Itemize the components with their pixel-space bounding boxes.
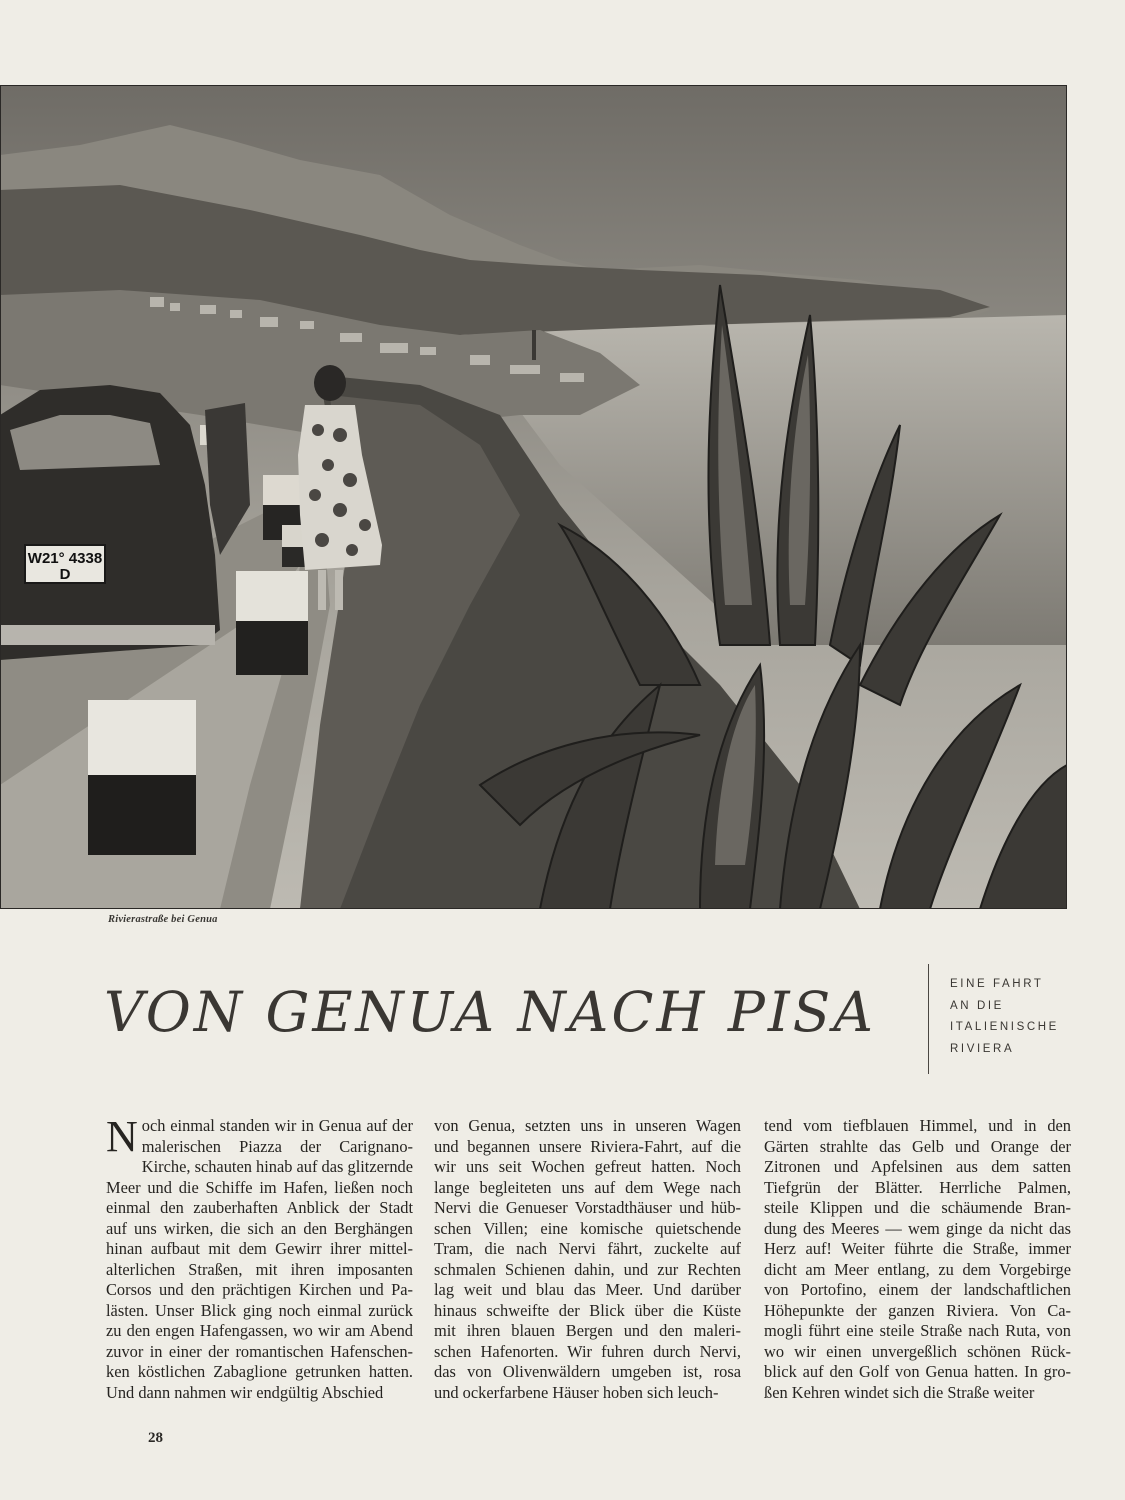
text-column-1 [106, 1112, 414, 1403]
text-line: einmal den zauberhaften Anblick der Stadt [106, 1198, 413, 1217]
subtitle-line: ITALIENISCHE [950, 1021, 1059, 1033]
subtitle-line: EINE FAHRT [950, 978, 1044, 990]
text-line: tend vom tiefblauen Himmel, und in den [764, 1116, 1071, 1135]
text-line: Tiefgrün der Blätter. Herrliche Palmen, [764, 1177, 1071, 1197]
text-line: das von Olivenwäldern umgeben ist, rosa [434, 1362, 741, 1381]
text-line: schen Hafenorten. Wir fuhren durch Nervi, [434, 1341, 741, 1361]
text-line: hinaus schweifte der Blick über die Küste [434, 1300, 741, 1320]
text-line: malerischen Piazza der Carignano- [141, 1136, 413, 1156]
text-column-3 [764, 1116, 1071, 1403]
subtitle-line: RIVIERA [950, 1042, 1015, 1055]
text-line: auf uns wirken, die sich an den Berghängen [106, 1218, 413, 1238]
text-line: und ockerfarbene Häuser hoben sich leuch- [434, 1382, 719, 1402]
text-line: Herz auf! Weiter führte die Straße, immer [764, 1239, 1071, 1258]
text-column-2 [434, 1116, 741, 1403]
text-line: dung des Meeres — wem ginge da nicht das [764, 1218, 1071, 1238]
text-line: Gärten strahlte das Gelb und Orange der [764, 1136, 1071, 1156]
page-number: 28 [148, 1430, 163, 1446]
photo-illustration [0, 85, 1067, 909]
text-line: wir uns seit Wochen gefreut hatten. Noch [434, 1157, 741, 1176]
text-line: von Genua, setzten uns in unseren Wagen [434, 1116, 741, 1135]
text-line: zuvor in einer der romantischen Hafenschen- [106, 1341, 413, 1361]
text-line: zu den engen Hafengassen, wo wir am Abend [106, 1321, 413, 1340]
text-line: Meer und die Schiffe im Hafen, ließen noch [106, 1177, 413, 1197]
text-line: ßen Kehren windet sich die Straße weiter [764, 1382, 1035, 1402]
article-subtitle [950, 974, 1059, 1060]
text-line: dicht am Meer entlang, zu dem Vorgebirge [764, 1259, 1071, 1279]
text-line: Nervi die Genueser Vorstadthäuser und hüb- [434, 1198, 741, 1217]
article-title: VON GENUA NACH PISA [104, 980, 877, 1044]
text-line: steile Klippen und die schäumende Bran- [764, 1198, 1071, 1217]
text-line: Corsos und den prächtigen Kirchen und Pa- [106, 1280, 413, 1299]
text-line: schmalen Schienen dahin, und zur Rechten [434, 1259, 741, 1279]
photograph-riviera-road [0, 85, 1067, 909]
text-line: mit ihren blauen Bergen und den maleri- [434, 1321, 741, 1340]
text-line: mogli führt eine steile Straße nach Ruta, von [764, 1321, 1071, 1340]
license-plate-line1: W21° 4338 [27, 550, 103, 567]
text-line: Höhepunkte der ganzen Riviera. Von Ca- [764, 1300, 1071, 1320]
text-line: blick auf den Golf von Genua hatten. In gro- [764, 1362, 1071, 1381]
text-line: lag weit und blau das Meer. Und darüber [434, 1280, 741, 1299]
text-line: Kirche, schauten hinab auf das glitzernde [141, 1157, 414, 1176]
text-line: Und dann nahmen wir endgültig Abschied [106, 1382, 384, 1402]
text-line: und begannen unsere Riviera-Fahrt, auf die [434, 1136, 741, 1156]
text-line: lästen. Unser Blick ging noch einmal zurück [106, 1300, 413, 1320]
text-line: von Portofino, einem der landschaftlichen [764, 1280, 1071, 1299]
text-line: lange begleiteten uns auf dem Wege nach [434, 1177, 741, 1197]
text-line: ken köstlichen Zabaglione getrunken hatten. [106, 1362, 413, 1381]
text-line: Zitronen und Apfelsinen aus dem satten [764, 1157, 1071, 1176]
text-line: alterlichen Straßen, mit ihren imposanten [106, 1259, 413, 1279]
license-plate-line2: D [59, 566, 71, 583]
drop-cap: N [106, 1112, 138, 1161]
text-line: hinan aufbaut mit dem Gewirr ihrer mittel- [106, 1239, 413, 1258]
text-line: Tram, die nach Nervi fährt, zuckelte auf [434, 1239, 741, 1258]
subtitle-line: AN DIE [950, 999, 1004, 1012]
text-line: wo wir einen unvergeßlich schönen Rück- [764, 1341, 1071, 1361]
title-divider [928, 964, 929, 1074]
photo-caption: Rivierastraße bei Genua [108, 914, 218, 925]
text-line: schen Villen; eine komische quietschende [434, 1218, 741, 1238]
text-line: och einmal standen wir in Genua auf der [141, 1116, 413, 1135]
